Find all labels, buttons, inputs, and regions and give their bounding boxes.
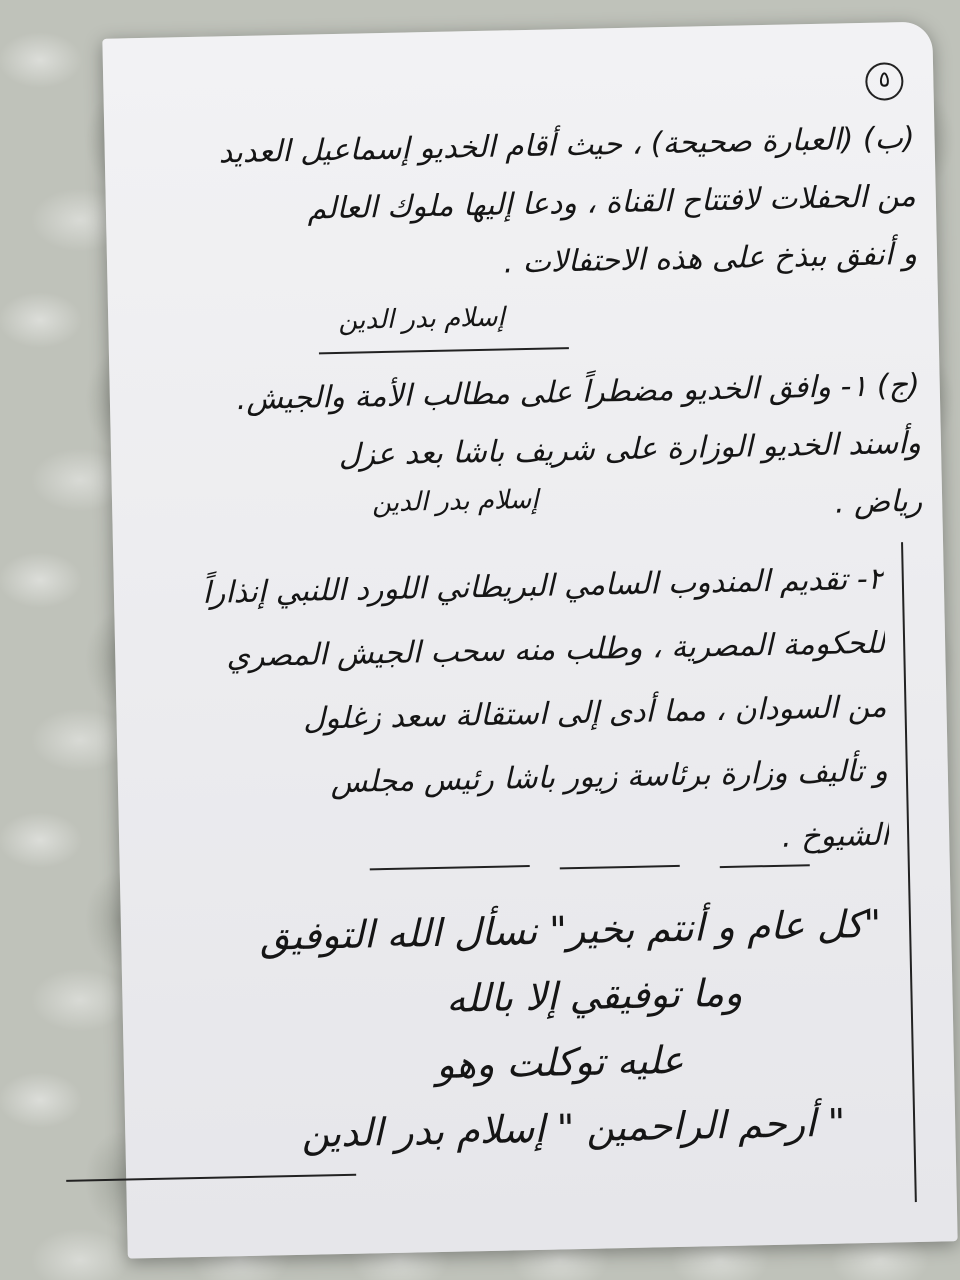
closing	[140, 891, 885, 1170]
section-b	[124, 110, 917, 301]
page-number: ٥	[865, 62, 904, 101]
section-c2-line: الشيوخ .	[781, 817, 890, 855]
section-b-line: من الحفلات لافتتاح القناة ، ودعا إليها ملوك العالم	[307, 178, 917, 227]
section-c-line: وأسند الخديو الوزارة على شريف باشا بعد عزل	[338, 425, 922, 473]
margin-line	[901, 542, 917, 1202]
section-c-line: (ج) ١- وافق الخديو مضطراً على مطالب الأمة والجيش.	[236, 367, 921, 418]
section-c2-line: ٢- تقديم المندوب السامي البريطاني اللورد اللنبي إنذاراً	[202, 561, 885, 611]
closing-line: وما توفيقي إلا بالله	[445, 970, 743, 1021]
closing-line: " أرحم الراحمين " إسلام بدر الدين	[301, 1100, 846, 1156]
section-b-line: و أنفق ببذخ على هذه الاحتفالات .	[503, 236, 918, 281]
handwritten-page	[102, 21, 957, 1258]
section-c	[129, 357, 922, 548]
section-c2-line: و تأليف وزارة برئاسة زيور باشا رئيس مجلس	[330, 753, 889, 801]
closing-line: عليه توكلت وهو	[435, 1037, 685, 1088]
section-c2-line: للحكومة المصرية ، وطلب منه سحب الجيش المصري	[226, 625, 886, 675]
section-c-line: رياض .	[834, 483, 923, 521]
signature-underline	[319, 347, 569, 354]
signature: إسلام بدر الدين	[371, 484, 539, 519]
section-b-line: (ب) (العبارة صحيحة) ، حيث أقام الخديو إسماعيل العديد	[218, 120, 915, 171]
closing-line: "كل عام و أنتم بخير" نسأل الله التوفيق	[259, 901, 882, 959]
section-c2-line: من السودان ، مما أدى إلى استقالة سعد زغلول	[302, 689, 887, 737]
section-c2	[133, 548, 890, 884]
signature: إسلام بدر الدين	[337, 302, 505, 336]
